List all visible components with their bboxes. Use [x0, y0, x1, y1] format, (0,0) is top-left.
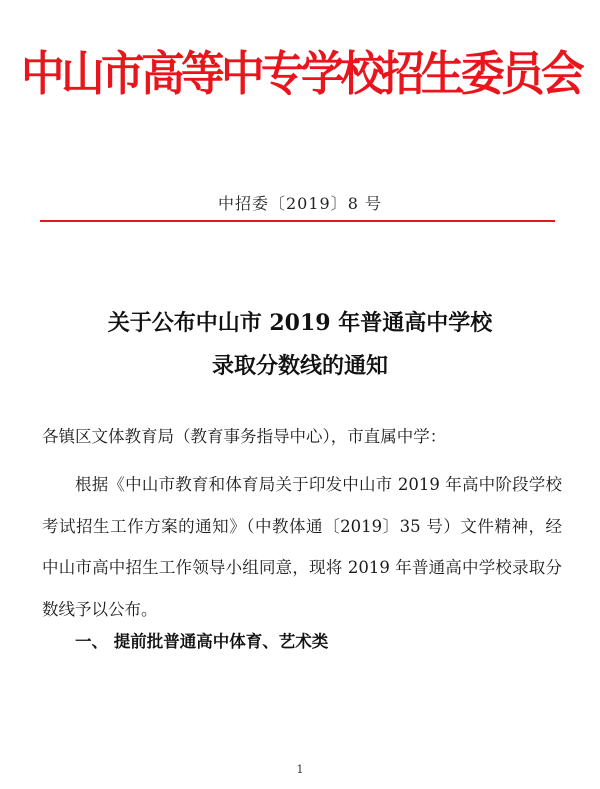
salutation: 各镇区文体教育局（教育事务指导中心），市直属中学：: [42, 427, 447, 446]
notice-title-line-1: 关于公布中山市 2019 年普通高中学校: [107, 310, 493, 336]
red-divider-line: [40, 220, 555, 222]
red-masthead-title: 中山市高等中专学校招生委员会: [21, 47, 581, 102]
document-number: 中招委〔2019〕8 号: [218, 194, 382, 213]
page-number: 1: [296, 763, 304, 776]
notice-title: [0, 302, 600, 388]
notice-title-line-2: 录取分数线的通知: [211, 353, 388, 379]
body-paragraph: 根据《中山市教育和体育局关于印发中山市 2019 年高中阶段学校考试招生工作方案的通知》（中教体通〔2019〕35 号）文件精神，经中山市高中招生工作领导小组同意，现将 2019 年普通高中学校录取分数线予以公布。: [42, 475, 562, 619]
section-heading-one: 一、 提前批普通高中体育、艺术类: [75, 632, 329, 651]
